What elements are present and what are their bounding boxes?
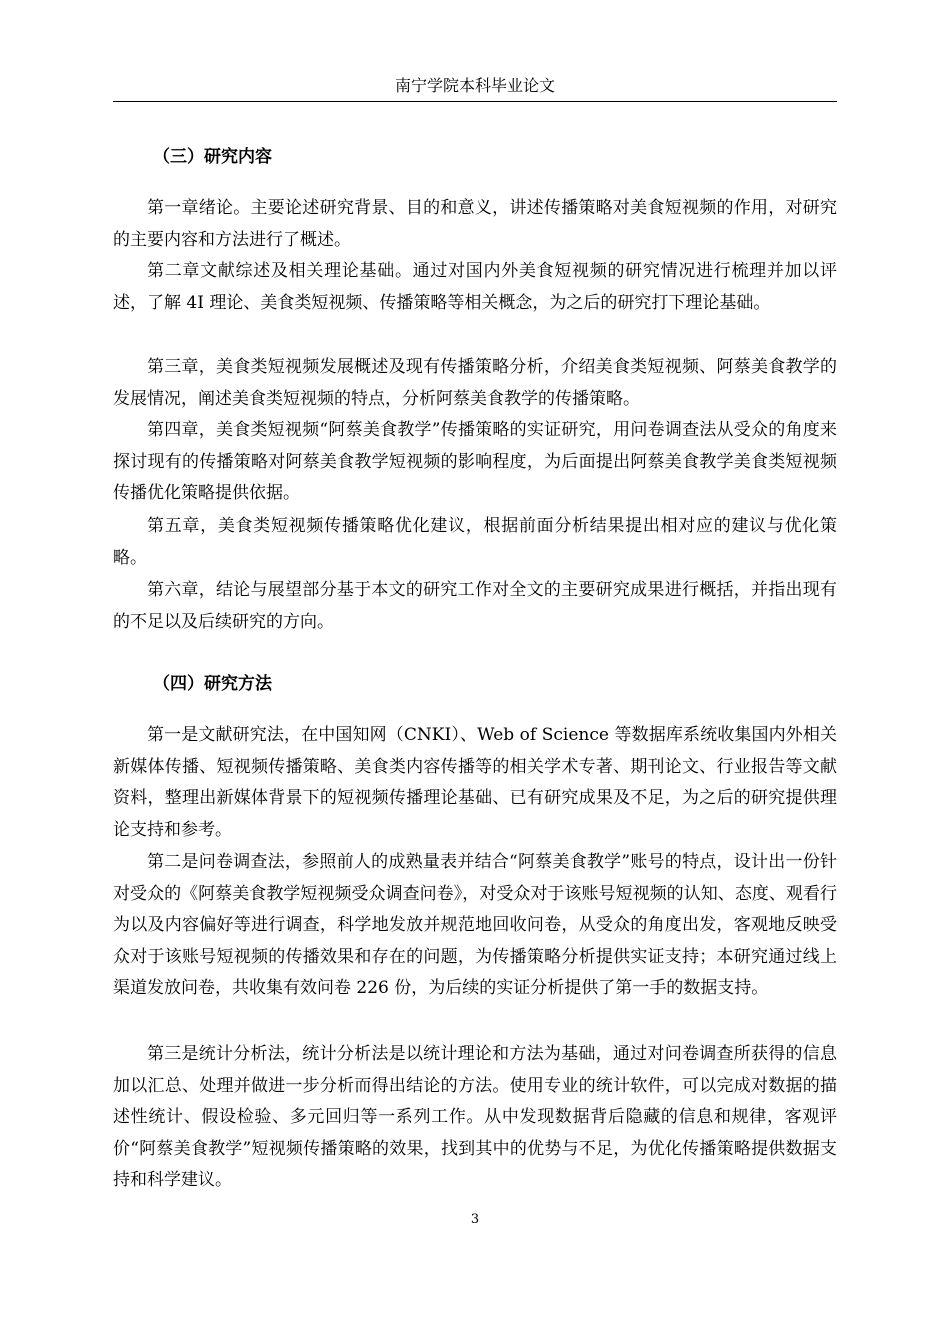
running-header: 南宁学院本科毕业论文 (394, 76, 555, 95)
section-heading-research-methods: （四）研究方法 (153, 674, 272, 694)
header-rule (113, 101, 837, 102)
paragraph-chapter-5: 第五章，美食类短视频传播策略优化建议，根据前面分析结果提出相对应的建议与优化策略。 (113, 516, 837, 568)
page-number: 3 (470, 1212, 480, 1227)
paragraph-chapter-3: 第三章，美食类短视频发展概述及现有传播策略分析，介绍美食类短视频、阿蔡美食教学的发展情况，阐述美食类短视频的特点，分析阿蔡美食教学的传播策略。 (113, 357, 837, 409)
paragraph-method-statistics: 第三是统计分析法，统计分析法是以统计理论和方法为基础，通过对问卷调查所获得的信息加以汇总、处理并做进一步分析而得出结论的方法。使用专业的统计软件，可以完成对数据的描述性统计、假设检验、多元回归等一系列工作。从中发现数据背后隐藏的信息和规律，客观评价“阿蔡美食教学”短视频传播策略的效果，找到其中的优势与不足，为优化传播策略提供数据支持和科学建议。 (113, 1044, 837, 1191)
paragraph-chapter-1: 第一章绪论。主要论述研究背景、目的和意义，讲述传播策略对美食短视频的作用，对研究的主要内容和方法进行了概述。 (113, 198, 837, 250)
paragraph-chapter-4: 第四章，美食类短视频“阿蔡美食教学”传播策略的实证研究，用问卷调查法从受众的角度来探讨现有的传播策略对阿蔡美食教学短视频的影响程度，为后面提出阿蔡美食教学美食类短视频传播优化策略提供依据。 (113, 420, 837, 504)
paragraph-method-literature: 第一是文献研究法，在中国知网（CNKI）、Web of Science 等数据库系统收集国内外相关新媒体传播、短视频传播策略、美食类内容传播等的相关学术专著、期刊论文、行业报告等文献资料，整理出新媒体背景下的短视频传播理论基础、已有研究成果及不足，为之后的研究提供理论支持和参考。 (113, 725, 837, 840)
paragraph-method-questionnaire: 第二是问卷调查法，参照前人的成熟量表并结合“阿蔡美食教学”账号的特点，设计出一份针对受众的《阿蔡美食教学短视频受众调查问卷》，对受众对于该账号短视频的认知、态度、观看行为以及内容偏好等进行调查，科学地发放并规范地回收问卷，从受众的角度出发，客观地反映受众对于该账号短视频的传播效果和存在的问题，为传播策略分析提供实证支持；本研究通过线上渠道发放问卷，共收集有效问卷 226 份，为后续的实证分析提供了第一手的数据支持。 (113, 852, 837, 999)
paragraph-chapter-6: 第六章，结论与展望部分基于本文的研究工作对全文的主要研究成果进行概括，并指出现有的不足以及后续研究的方向。 (113, 580, 837, 632)
section-heading-research-content: （三）研究内容 (153, 147, 272, 167)
paragraph-chapter-2: 第二章文献综述及相关理论基础。通过对国内外美食短视频的研究情况进行梳理并加以评述，了解 4I 理论、美食类短视频、传播策略等相关概念，为之后的研究打下理论基础。 (113, 261, 837, 313)
